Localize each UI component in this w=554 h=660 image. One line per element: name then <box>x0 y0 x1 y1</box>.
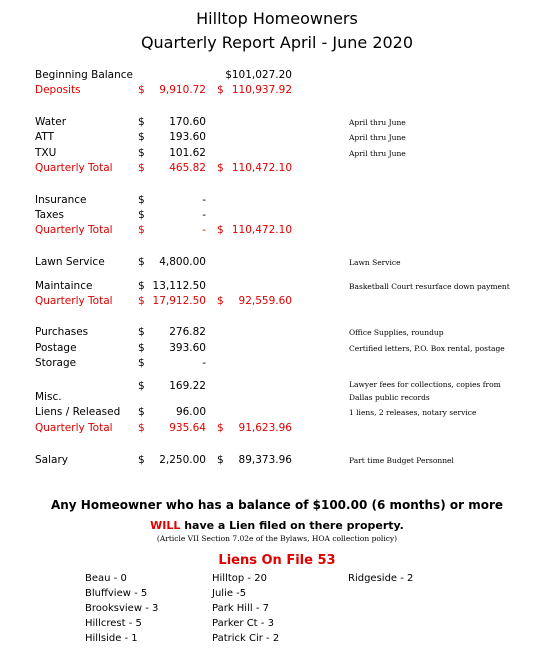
lien-entry: Hilltop - 20 <box>212 573 267 584</box>
amount: 2,250.00 <box>159 454 206 466</box>
dollar-sign: $ <box>138 256 145 268</box>
row-label: Postage <box>35 342 77 354</box>
dollar-sign: $ <box>138 422 145 434</box>
row-label: Taxes <box>35 209 64 221</box>
amount: - <box>202 209 206 221</box>
row-maintenance-total <box>0 294 554 309</box>
amount: 193.60 <box>169 131 206 143</box>
row-label: Quarterly Total <box>35 224 113 236</box>
row-label: Quarterly Total <box>35 162 113 174</box>
running-balance: 110,472.10 <box>231 224 292 236</box>
lien-entry: Brooksview - 3 <box>85 603 159 614</box>
row-note: Lawn Service <box>349 258 401 267</box>
dollar-sign: $ <box>138 84 145 96</box>
row-label: Lawn Service <box>35 256 105 268</box>
amount: 17,912.50 <box>152 295 206 307</box>
dollar-sign: $ <box>138 342 145 354</box>
row-water <box>0 115 554 130</box>
amount: - <box>202 194 206 206</box>
will-emphasis: WILL <box>150 519 181 532</box>
row-label: Salary <box>35 454 68 466</box>
row-lawn-service <box>0 255 554 270</box>
running-balance: 89,373.96 <box>238 454 292 466</box>
dollar-sign: $ <box>138 162 145 174</box>
dollar-sign: $ <box>138 224 145 236</box>
row-taxes <box>0 208 554 223</box>
lien-warning-line-2 <box>0 519 554 532</box>
row-postage <box>0 341 554 356</box>
lien-entry: Beau - 0 <box>85 573 127 584</box>
dollar-sign: $ <box>217 422 224 434</box>
row-misc-label <box>0 390 554 405</box>
dollar-sign: $ <box>138 147 145 159</box>
lien-warning-rest: have a Lien filed on there property. <box>180 519 404 532</box>
report-subtitle: Quarterly Report April - June 2020 <box>140 33 414 52</box>
amount: 169.22 <box>169 380 206 392</box>
dollar-sign: $ <box>138 194 145 206</box>
lien-entry: Hillside - 1 <box>85 633 138 644</box>
row-purchases <box>0 325 554 340</box>
row-storage <box>0 356 554 371</box>
dollar-sign: $ <box>138 406 145 418</box>
dollar-sign: $ <box>138 280 145 292</box>
row-maintenance <box>0 279 554 294</box>
row-txu <box>0 146 554 161</box>
lien-entry: Bluffview - 5 <box>85 588 148 599</box>
row-note: Basketball Court resurface down payment <box>349 282 510 291</box>
running-balance: 110,472.10 <box>231 162 292 174</box>
row-salary <box>0 453 554 468</box>
row-deposits <box>0 83 554 98</box>
row-note: Office Supplies, roundup <box>349 328 444 337</box>
row-label: Quarterly Total <box>35 295 113 307</box>
row-label: Beginning Balance <box>35 69 134 81</box>
row-insurance-total <box>0 223 554 238</box>
row-label: Liens / Released <box>35 406 121 418</box>
amount: 4,800.00 <box>159 256 206 268</box>
row-label: Misc. <box>35 391 62 403</box>
row-label: Storage <box>35 357 77 369</box>
row-beginning-balance <box>0 68 554 83</box>
amount: 276.82 <box>169 326 206 338</box>
amount: 9,910.72 <box>159 84 206 96</box>
row-note: 1 liens, 2 releases, notary service <box>349 408 477 417</box>
row-misc-total <box>0 421 554 436</box>
amount: 101.62 <box>169 147 206 159</box>
row-note: Part time Budget Personnel <box>349 456 454 465</box>
misc-note-line-1: Lawyer fees for collections, copies from <box>349 380 501 389</box>
row-label: Quarterly Total <box>35 422 113 434</box>
running-balance: $101,027.20 <box>225 69 292 81</box>
lien-entry: Patrick Cir - 2 <box>212 633 280 644</box>
amount: 935.64 <box>169 422 206 434</box>
dollar-sign: $ <box>217 295 224 307</box>
row-utilities-total <box>0 161 554 176</box>
lien-entry: Ridgeside - 2 <box>348 573 414 584</box>
bylaws-citation: (Article VII Section 7.02e of the Bylaws, HOA collection policy) <box>156 534 398 543</box>
row-label: Maintaince <box>35 280 93 292</box>
liens-on-file-title: Liens On File 53 <box>218 553 336 568</box>
dollar-sign: $ <box>217 224 224 236</box>
lien-entry: Hillcrest - 5 <box>85 618 142 629</box>
lien-warning: Any Homeowner who has a balance of $100.00 (6 months) or more <box>50 498 504 512</box>
dollar-sign: $ <box>138 116 145 128</box>
dollar-sign: $ <box>217 454 224 466</box>
row-note: April thru June <box>349 149 406 158</box>
row-label: Deposits <box>35 84 81 96</box>
dollar-sign: $ <box>138 209 145 221</box>
row-liens-released <box>0 405 554 420</box>
row-label: Purchases <box>35 326 89 338</box>
row-insurance <box>0 193 554 208</box>
report-title: Hilltop Homeowners <box>196 9 358 28</box>
amount: - <box>202 224 206 236</box>
row-att <box>0 130 554 145</box>
dollar-sign: $ <box>138 380 145 392</box>
dollar-sign: $ <box>138 454 145 466</box>
row-label: TXU <box>35 147 57 159</box>
amount: 465.82 <box>169 162 206 174</box>
dollar-sign: $ <box>138 131 145 143</box>
row-note: April thru June <box>349 133 406 142</box>
row-label: Water <box>35 116 67 128</box>
row-note: April thru June <box>349 118 406 127</box>
dollar-sign: $ <box>138 295 145 307</box>
dollar-sign: $ <box>138 357 145 369</box>
amount: 13,112.50 <box>152 280 206 292</box>
amount: 393.60 <box>169 342 206 354</box>
row-label: ATT <box>35 131 55 143</box>
amount: 170.60 <box>169 116 206 128</box>
lien-entry: Park Hill - 7 <box>212 603 269 614</box>
dollar-sign: $ <box>217 162 224 174</box>
row-label: Insurance <box>35 194 87 206</box>
running-balance: 91,623.96 <box>238 422 292 434</box>
lien-entry: Julie -5 <box>212 588 247 599</box>
misc-note-line-2: Dallas public records <box>349 393 430 402</box>
dollar-sign: $ <box>217 84 224 96</box>
amount: - <box>202 357 206 369</box>
running-balance: 110,937.92 <box>231 84 292 96</box>
lien-entry: Parker Ct - 3 <box>212 618 274 629</box>
row-note: Certified letters, P.O. Box rental, postage <box>349 344 505 353</box>
running-balance: 92,559.60 <box>238 295 292 307</box>
dollar-sign: $ <box>138 326 145 338</box>
amount: 96.00 <box>175 406 206 418</box>
